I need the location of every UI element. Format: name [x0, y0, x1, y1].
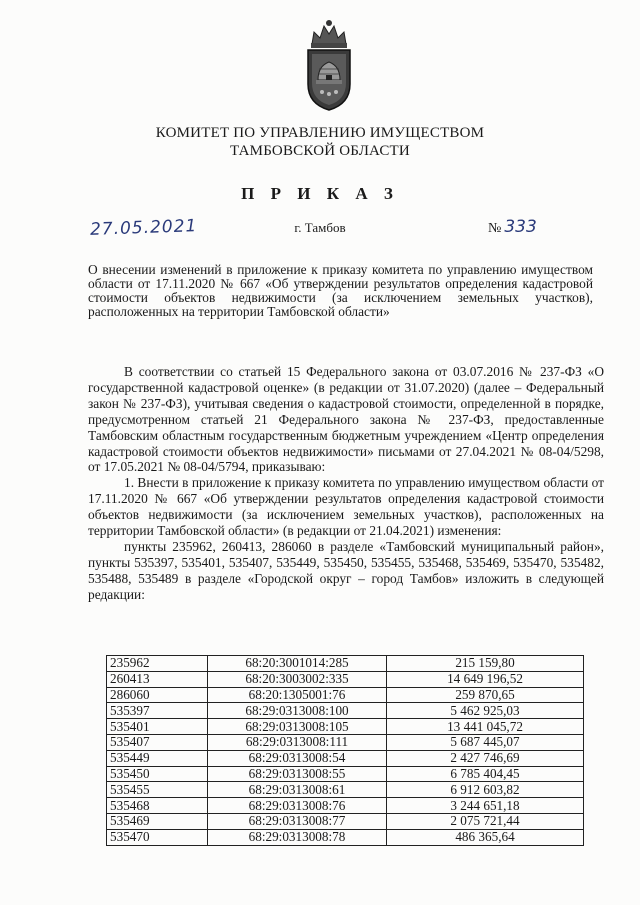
cadastral-number-cell: 68:29:0313008:78	[208, 829, 387, 845]
doc-type-title: П Р И К А З	[241, 184, 399, 203]
cadastral-number-cell: 68:29:0313008:61	[208, 782, 387, 798]
table-row	[107, 671, 584, 687]
cadastral-number-cell: 68:29:0313008:76	[208, 798, 387, 814]
cadastral-table	[106, 655, 584, 846]
item-number-cell: 535397	[107, 703, 208, 719]
cadastral-value-cell: 5 687 445,07	[387, 734, 584, 750]
cadastral-value-cell: 5 462 925,03	[387, 703, 584, 719]
table-row	[107, 703, 584, 719]
item-number-cell: 535407	[107, 734, 208, 750]
item-number-cell: 535470	[107, 829, 208, 845]
cadastral-number-cell: 68:29:0313008:100	[208, 703, 387, 719]
body-paragraph-1: В соответствии со статьей 15 Федерального закона от 03.07.2016 № 237-ФЗ «О государственной кадастровой оценке» (в редакции от 31.07.2020) (далее – Федеральный закон № 237-ФЗ), учитывая сведения о кадастровой стоимости, определенной в порядке, предусмотренном статьей 21 Федерального закона № 237-ФЗ, предоставленные Тамбовским областным государственным бюджетным учреждением «Центр определения кадастровой стоимости объектов недвижимости» письмами от 27.04.2021 № 08-04/5298, от 17.05.2021 № 08-04/5794, приказываю:	[88, 364, 604, 475]
body-paragraph-3: пункты 235962, 260413, 286060 в разделе «Тамбовский муниципальный район», пункты 535397, 535401, 535407, 535449, 535450, 535455, 535468, 535469, 535470, 535482, 535488, 535489 в разделе «Городской округ – город Тамбов» изложить в следующей редакции:	[88, 538, 604, 602]
item-number-cell: 535468	[107, 798, 208, 814]
cadastral-value-cell: 6 912 603,82	[387, 782, 584, 798]
body-paragraph-2: 1. Внести в приложение к приказу комитета по управлению имуществом области от 17.11.2020 № 667 «Об утверждении результатов определения кадастровой стоимости объектов недвижимости (за исключением земельных участков), расположенных на территории Тамбовской области» (в редакции от 21.04.2021) изменения:	[88, 475, 604, 539]
table-row	[107, 798, 584, 814]
org-name-line2: ТАМБОВСКОЙ ОБЛАСТИ	[230, 143, 410, 159]
cadastral-number-cell: 68:20:1305001:76	[208, 687, 387, 703]
cadastral-value-cell: 486 365,64	[387, 829, 584, 845]
item-number-cell: 286060	[107, 687, 208, 703]
cadastral-number-cell: 68:29:0313008:111	[208, 734, 387, 750]
org-name-line1: КОМИТЕТ ПО УПРАВЛЕНИЮ ИМУЩЕСТВОМ	[155, 125, 485, 141]
number-prefix: №	[488, 221, 502, 236]
handwritten-number: 333	[504, 217, 537, 237]
coat-of-arms-icon	[300, 14, 358, 114]
cadastral-number-cell: 68:29:0313008:54	[208, 750, 387, 766]
table-row	[107, 766, 584, 782]
cadastral-number-cell: 68:29:0313008:55	[208, 766, 387, 782]
cadastral-value-cell: 13 441 045,72	[387, 719, 584, 735]
cadastral-number-cell: 68:20:3003002:335	[208, 671, 387, 687]
city-label: г. Тамбов	[294, 220, 346, 235]
cadastral-value-cell: 6 785 404,45	[387, 766, 584, 782]
item-number-cell: 260413	[107, 671, 208, 687]
table-row	[107, 687, 584, 703]
org-name	[0, 124, 640, 160]
table-row	[107, 813, 584, 829]
cadastral-value-cell: 2 427 746,69	[387, 750, 584, 766]
table-row	[107, 656, 584, 672]
cadastral-value-cell: 2 075 721,44	[387, 813, 584, 829]
cadastral-number-cell: 68:29:0313008:77	[208, 813, 387, 829]
item-number-cell: 535401	[107, 719, 208, 735]
cadastral-value-cell: 3 244 651,18	[387, 798, 584, 814]
order-number	[488, 217, 537, 237]
item-number-cell: 235962	[107, 656, 208, 672]
cadastral-number-cell: 68:20:3001014:285	[208, 656, 387, 672]
table-row	[107, 829, 584, 845]
order-body	[88, 364, 604, 603]
item-number-cell: 535469	[107, 813, 208, 829]
item-number-cell: 535455	[107, 782, 208, 798]
table-row	[107, 719, 584, 735]
cadastral-value-cell: 14 649 196,52	[387, 671, 584, 687]
table-row	[107, 750, 584, 766]
handwritten-date: 27.05.2021	[89, 216, 198, 240]
item-number-cell: 535450	[107, 766, 208, 782]
cadastral-value-cell: 259 870,65	[387, 687, 584, 703]
order-subject: О внесении изменений в приложение к приказу комитета по управлению имуществом области от 17.11.2020 № 667 «Об утверждении результатов определения кадастровой стоимости объектов недвижимости (за исключением земельных участков), расположенных на территории Тамбовской области»	[88, 262, 593, 319]
table-row	[107, 734, 584, 750]
table-row	[107, 782, 584, 798]
cadastral-number-cell: 68:29:0313008:105	[208, 719, 387, 735]
item-number-cell: 535449	[107, 750, 208, 766]
cadastral-value-cell: 215 159,80	[387, 656, 584, 672]
